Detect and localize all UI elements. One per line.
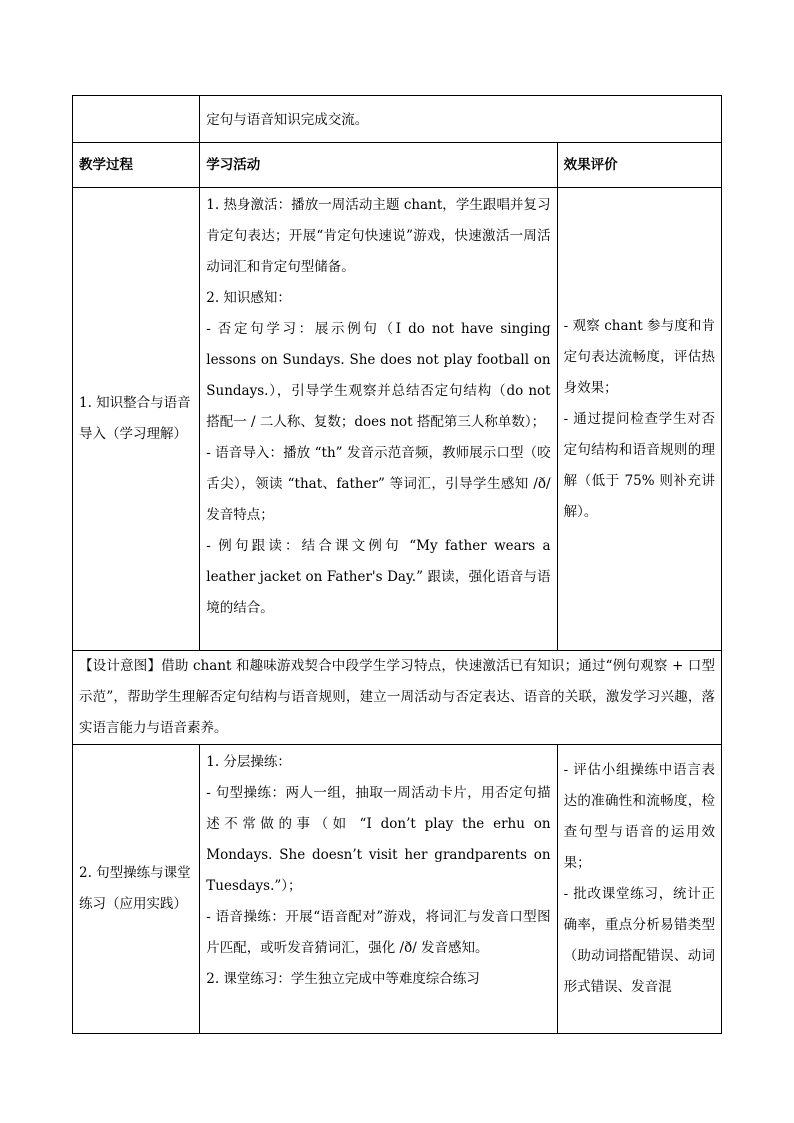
phase1-activities xyxy=(200,188,557,651)
phase2-evaluation xyxy=(557,745,721,1034)
phase1-activity-1: 1. 热身激活：播放一周活动主题 chant，学生跟唱并复习肯定句表达；开展“肯定句快速说”游戏，快速激活一周活动词汇和肯定句型储备。 xyxy=(206,197,551,275)
phase2-activities xyxy=(200,745,557,1034)
header-row xyxy=(73,143,722,188)
phase1-row xyxy=(73,188,722,651)
phase1-activity-4: - 语音导入：播放 “th” 发音示范音频，教师展示口型（咬舌尖），领读 “that、father” 等词汇，引导学生感知 /ð/ 发音特点； xyxy=(206,445,551,523)
header-activities: 学习活动 xyxy=(200,143,557,188)
phase1-stage: 1. 知识整合与语音导入（学习理解） xyxy=(73,188,200,651)
phase1-activity-3: - 否定句学习：展示例句（I do not have singing lessons on Sundays. She does not play football on Sundays.），引导学生观察并总结否定句结构（do not 搭配一 / 二人称、复数；does not 搭配第三人称单数）； xyxy=(206,321,551,430)
phase2-activity-3: - 语音操练：开展“语音配对”游戏，将词汇与发音口型图片匹配，或听发音猜词汇，强化 /ð/ 发音感知。 xyxy=(206,909,551,956)
phase1-evaluation xyxy=(557,188,721,651)
continuation-row xyxy=(73,96,722,143)
phase2-activity-1: 1. 分层操练： xyxy=(206,754,291,770)
phase2-activity-2: - 句型操练：两人一组，抽取一周活动卡片，用否定句描述不常做的事（如 “I don’t play the erhu on Mondays. She doesn’t visit her grandparents on Tuesdays.”）； xyxy=(206,785,551,894)
phase2-row xyxy=(73,745,722,1034)
phase1-activity-5: - 例句跟读：结合课文例句 “My father wears a leather jacket on Father's Day.” 跟读，强化语音与语境的结合。 xyxy=(206,538,551,616)
design-intent-text: 【设计意图】借助 chant 和趣味游戏契合中段学生学习特点，快速激活已有知识；通过“例句观察 + 口型示范”，帮助学生理解否定句结构与语音规则，建立一周活动与否定表达、语音的关联，激发学习兴趣，落实语言能力与语音素养。 xyxy=(73,651,722,745)
lesson-plan-table xyxy=(72,95,722,1034)
header-process: 教学过程 xyxy=(73,143,200,188)
empty-stage-cell xyxy=(73,96,200,143)
phase2-stage: 2. 句型操练与课堂练习（应用实践） xyxy=(73,745,200,1034)
phase1-eval-1: - 观察 chant 参与度和肯定句表达流畅度，评估热身效果； xyxy=(563,317,715,396)
phase1-eval-2: - 通过提问检查学生对否定句结构和语音规则的理解（低于 75% 则补充讲解）。 xyxy=(563,410,715,520)
phase2-eval-1: - 评估小组操练中语言表达的准确性和流畅度，检查句型与语音的运用效果； xyxy=(563,762,715,871)
phase1-activity-2: 2. 知识感知： xyxy=(206,290,291,306)
phase2-eval-2: - 批改课堂练习，统计正确率，重点分析易错类型（助动词搭配错误、动词形式错误、发音混 xyxy=(563,886,715,995)
design-intent-row xyxy=(73,651,722,745)
phase2-activity-4: 2. 课堂练习：学生独立完成中等难度综合练习 xyxy=(206,971,480,987)
continuation-text: 定句与语音知识完成交流。 xyxy=(200,96,722,143)
header-evaluation: 效果评价 xyxy=(557,143,721,188)
